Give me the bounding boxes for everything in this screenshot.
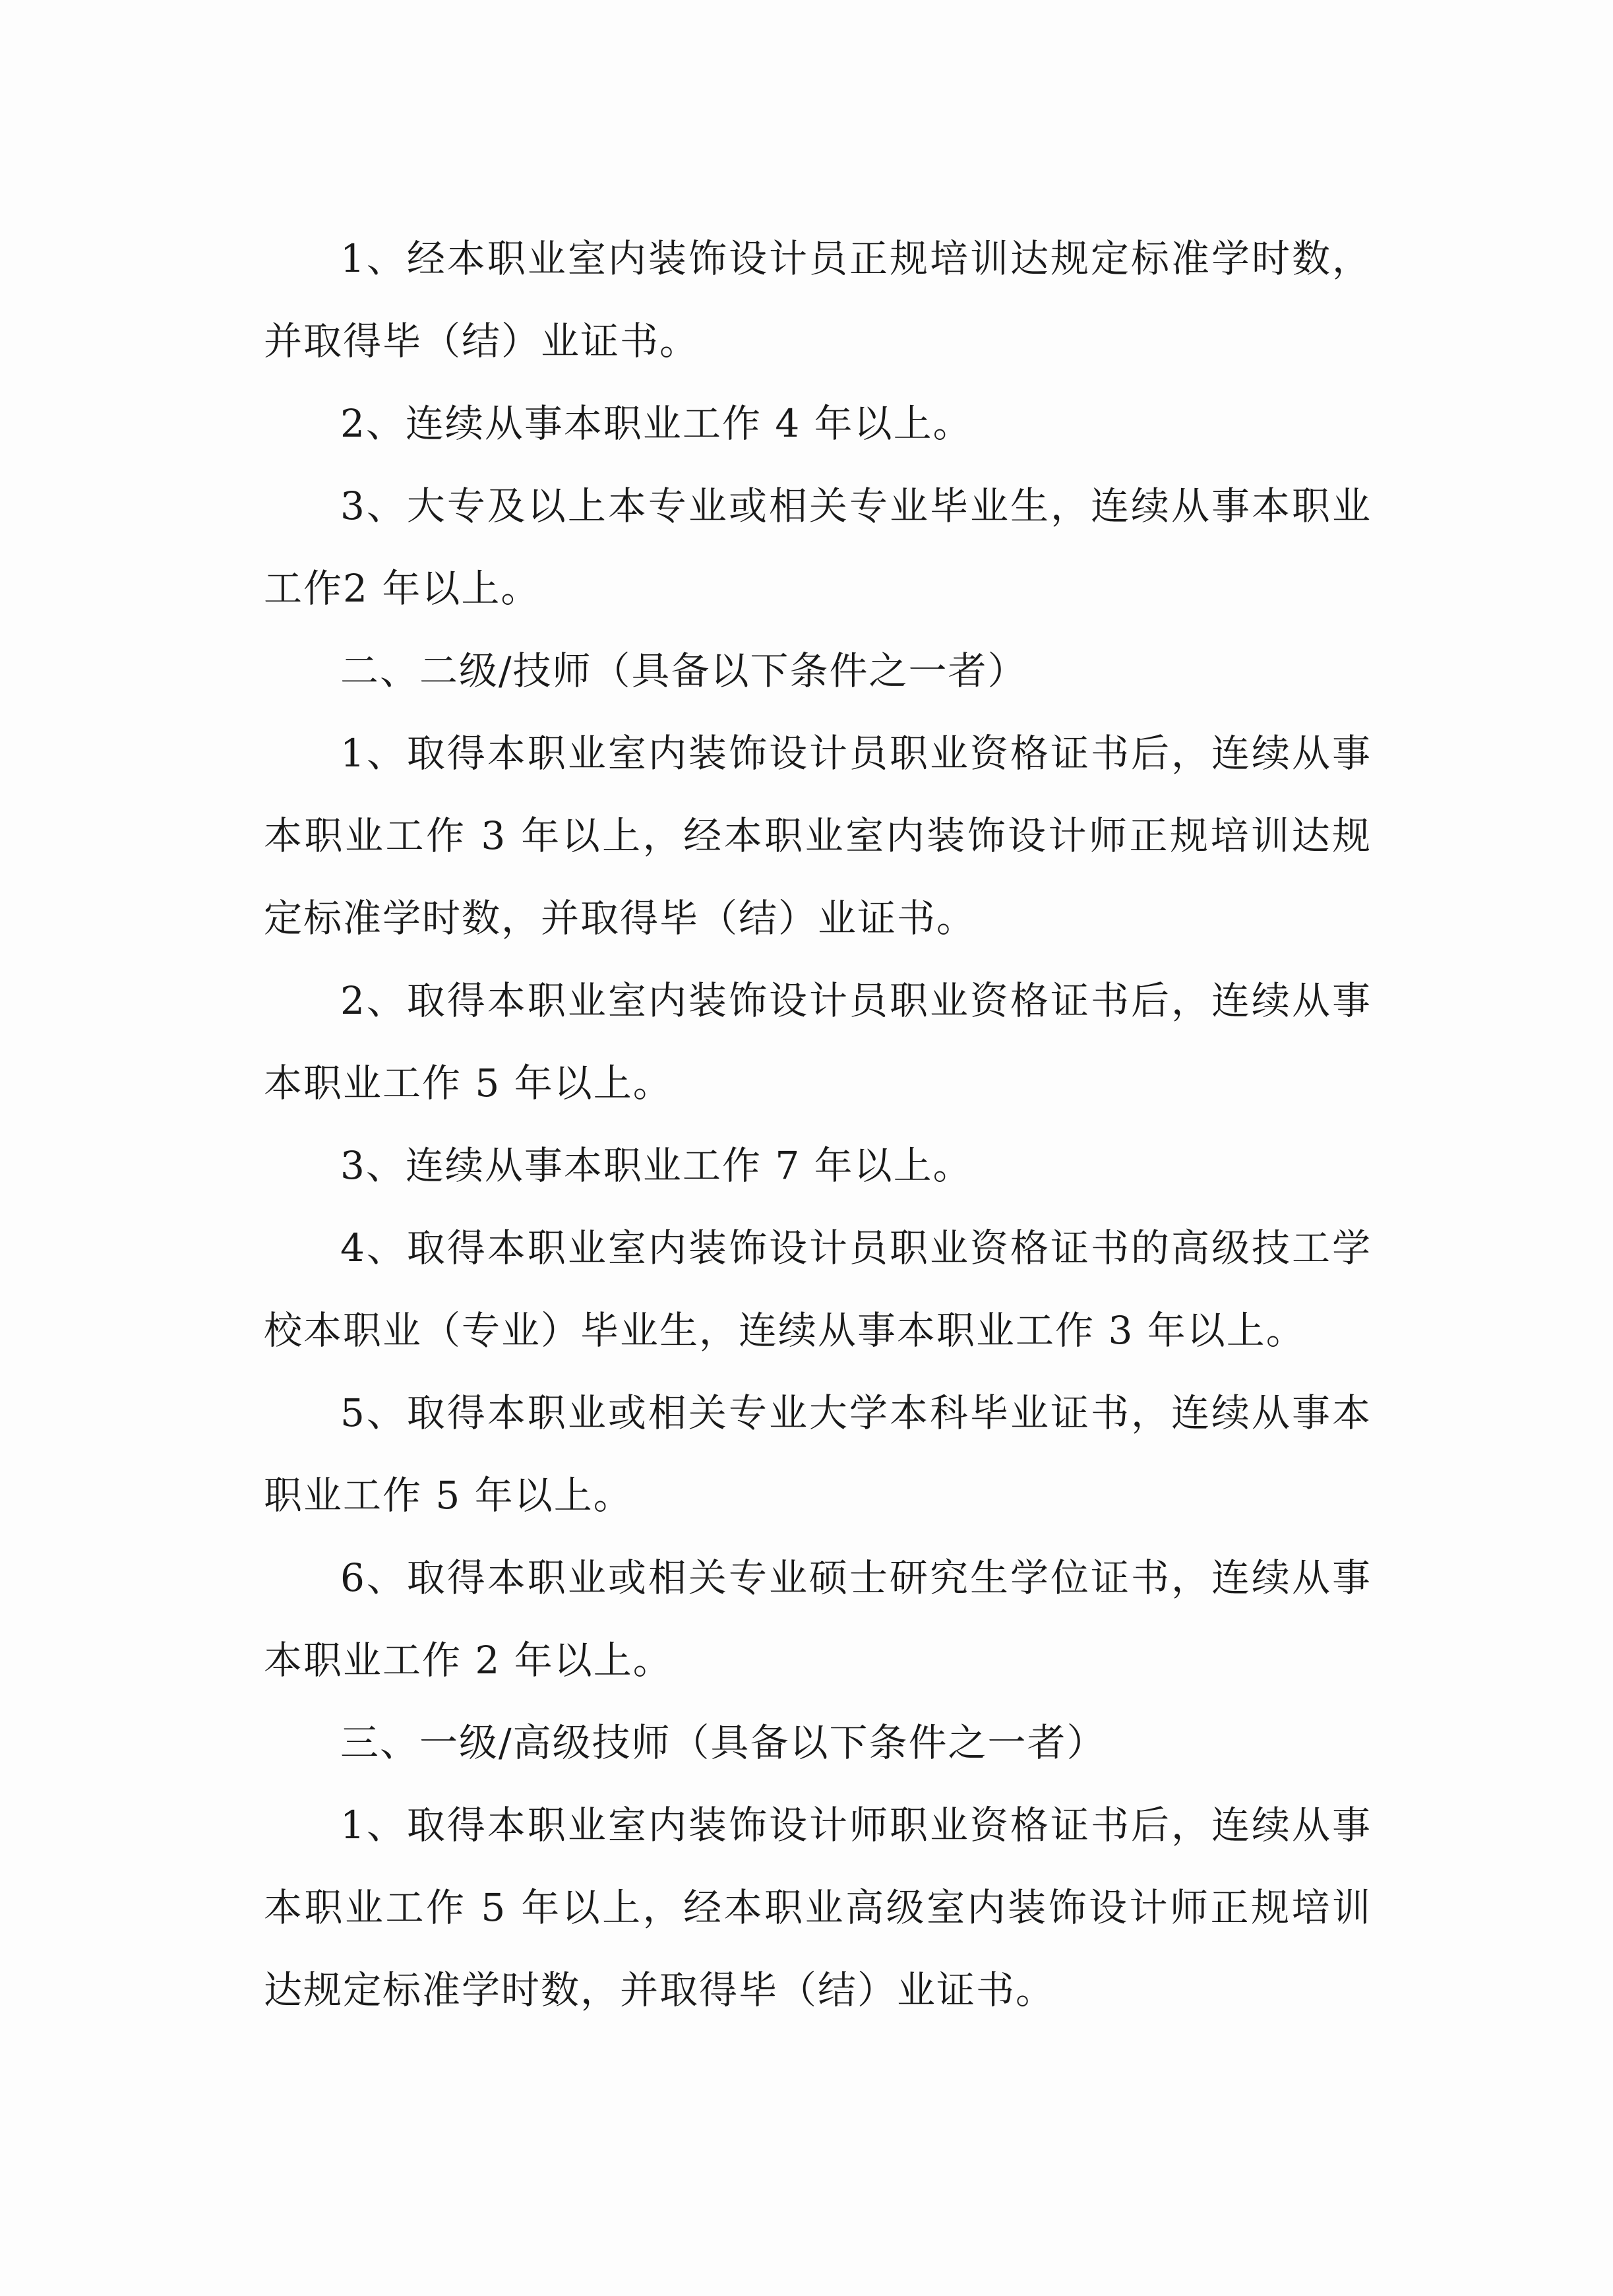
paragraph-grade2-item4: 4、取得本职业室内装饰设计员职业资格证书的高级技工学校本职业（专业）毕业生，连续从事本职业工作 3 年以上。 xyxy=(264,1226,1372,1353)
paragraph-grade2-item2: 2、取得本职业室内装饰设计员职业资格证书后，连续从事本职业工作 5 年以上。 xyxy=(264,978,1372,1105)
paragraph-grade3-item3: 3、大专及以上本专业或相关专业毕业生，连续从事本职业工作2 年以上。 xyxy=(264,483,1372,611)
section-heading-grade1: 三、一级/高级技师（具备以下条件之一者） xyxy=(340,1720,1107,1765)
paragraph-grade1-item1: 1、取得本职业室内装饰设计师职业资格证书后，连续从事本职业工作 5 年以上，经本职业高级室内装饰设计师正规培训达规定标准学时数，并取得毕（结）业证书。 xyxy=(264,1803,1372,2012)
document-body xyxy=(264,218,1372,2032)
paragraph-grade2-item3: 3、连续从事本职业工作 7 年以上。 xyxy=(340,1143,973,1188)
paragraph-grade2-item6: 6、取得本职业或相关专业硕士研究生学位证书，连续从事本职业工作 2 年以上。 xyxy=(264,1555,1372,1683)
paragraph-grade3-item1: 1、经本职业室内装饰设计员正规培训达规定标准学时数，并取得毕（结）业证书。 xyxy=(264,236,1372,363)
paragraph-grade3-item2: 2、连续从事本职业工作 4 年以上。 xyxy=(340,401,973,446)
paragraph-grade2-item5: 5、取得本职业或相关专业大学本科毕业证书，连续从事本职业工作 5 年以上。 xyxy=(264,1390,1372,1518)
paragraph-grade2-item1: 1、取得本职业室内装饰设计员职业资格证书后，连续从事本职业工作 3 年以上，经本职业室内装饰设计师正规培训达规定标准学时数，并取得毕（结）业证书。 xyxy=(264,731,1372,941)
section-heading-grade2: 二、二级/技师（具备以下条件之一者） xyxy=(340,648,1027,693)
